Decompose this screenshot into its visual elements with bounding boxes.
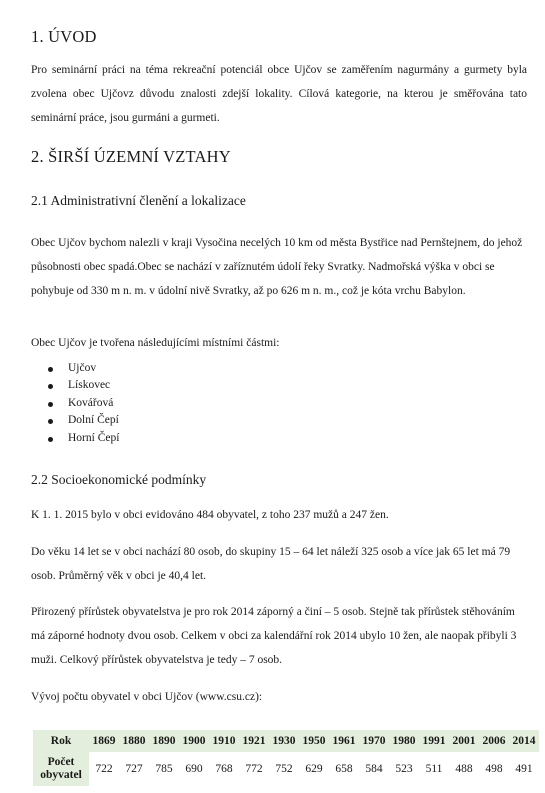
year-cell: 1921 [239, 730, 269, 752]
subsection-heading-administrativni: 2.1 Administrativní členění a lokalizace [31, 193, 246, 208]
localization-paragraph: Obec Ujčov bychom nalezli v kraji Vysočina necelých 10 km od města Bystřice nad Pernštejnem, do jehož působnosti obec spadá.Obec se nachází v zaříznutém údolí řeky Svratky. Nadmořská výška v obci se pohybuje od 330 m n. m. v údolní nivě Svratky, až po 626 m n. m., což je kóta vrchu Babylon. [31, 237, 523, 297]
year-cell: 2001 [449, 730, 479, 752]
population-cell: 491 [515, 763, 533, 775]
bullet-icon [48, 384, 53, 389]
subsection-heading-socioekonomicke: 2.2 Socioekonomické podmínky [31, 472, 207, 487]
year-cell: 2006 [479, 730, 509, 752]
bullet-icon [48, 402, 53, 407]
population-table [33, 730, 539, 786]
bullet-icon [48, 367, 53, 372]
year-cell: 1970 [359, 730, 389, 752]
table-caption: Vývoj počtu obyvatel v obci Ujčov (www.csu.cz): [31, 691, 263, 703]
section-heading-uzemni-vztahy: 2. ŠIRŠÍ ÚZEMNÍ VZTAHY [31, 147, 231, 166]
year-cell: 1910 [209, 730, 239, 752]
year-cell: 1961 [329, 730, 359, 752]
population-cell: 768 [215, 763, 233, 775]
year-row-label: Rok [33, 730, 89, 752]
population-cell: 658 [335, 763, 353, 775]
list-item: Kovářová [48, 395, 119, 412]
population-cell: 498 [485, 763, 503, 775]
list-item: Dolní Čepí [48, 412, 119, 429]
population-cell: 511 [425, 763, 443, 775]
year-cell: 1890 [149, 730, 179, 752]
table-row [33, 730, 539, 752]
population-cell: 523 [395, 763, 413, 775]
intro-paragraph: Pro seminární práci na téma rekreační potenciál obce Ujčov se zaměřením nagurmány a gurmety byla zvolena obec Ujčovz důvodu znalosti zdejší lokality. Cílová kategorie, na kterou je směřována tato seminární práce, jsou gurmáni a gurmeti. [31, 64, 527, 124]
population-cell: 690 [185, 763, 203, 775]
list-item: Ujčov [48, 360, 119, 377]
bullet-icon [48, 437, 53, 442]
year-cell: 1991 [419, 730, 449, 752]
growth-paragraph: Přirozený přírůstek obyvatelstva je pro rok 2014 záporný a činí – 5 osob. Stejně tak přírůstek stěhováním má záporné hodnoty dvou osob. Celkem v obci za kalendářní rok 2014 ubylo 10 žen, ale naopak přibyli 3 muži. Celkový přírůstek obyvatelstva je tedy – 7 osob. [31, 606, 517, 666]
population-cell: 722 [95, 763, 113, 775]
population-cell: 752 [275, 763, 293, 775]
population-cell: 488 [455, 763, 473, 775]
parts-list [48, 360, 119, 447]
year-cell: 1930 [269, 730, 299, 752]
list-item: Lískovec [48, 377, 119, 394]
bullet-icon [48, 419, 53, 424]
year-cell: 1980 [389, 730, 419, 752]
list-item: Horní Čepí [48, 430, 119, 447]
parts-intro-paragraph: Obec Ujčov je tvořena následujícími místními částmi: [31, 337, 280, 349]
age-paragraph: Do věku 14 let se v obci nachází 80 osob, do skupiny 15 – 64 let náleží 325 osob a více jak 65 let má 79 osob. Průměrný věk v obci je 40,4 let. [31, 546, 511, 582]
section-heading-uvod: 1. ÚVOD [31, 27, 97, 46]
year-cell: 1880 [119, 730, 149, 752]
year-cell: 1900 [179, 730, 209, 752]
population-cell: 629 [305, 763, 323, 775]
population-cell: 727 [125, 763, 143, 775]
year-cell: 2014 [509, 730, 539, 752]
year-cell: 1950 [299, 730, 329, 752]
population-cell: 772 [245, 763, 263, 775]
population-cell: 785 [155, 763, 173, 775]
population-row-label: Počet obyvatel [33, 752, 89, 786]
population-paragraph: K 1. 1. 2015 bylo v obci evidováno 484 obyvatel, z toho 237 mužů a 247 žen. [31, 509, 389, 521]
year-cell: 1869 [89, 730, 119, 752]
table-row [33, 752, 539, 786]
population-cell: 584 [365, 763, 383, 775]
